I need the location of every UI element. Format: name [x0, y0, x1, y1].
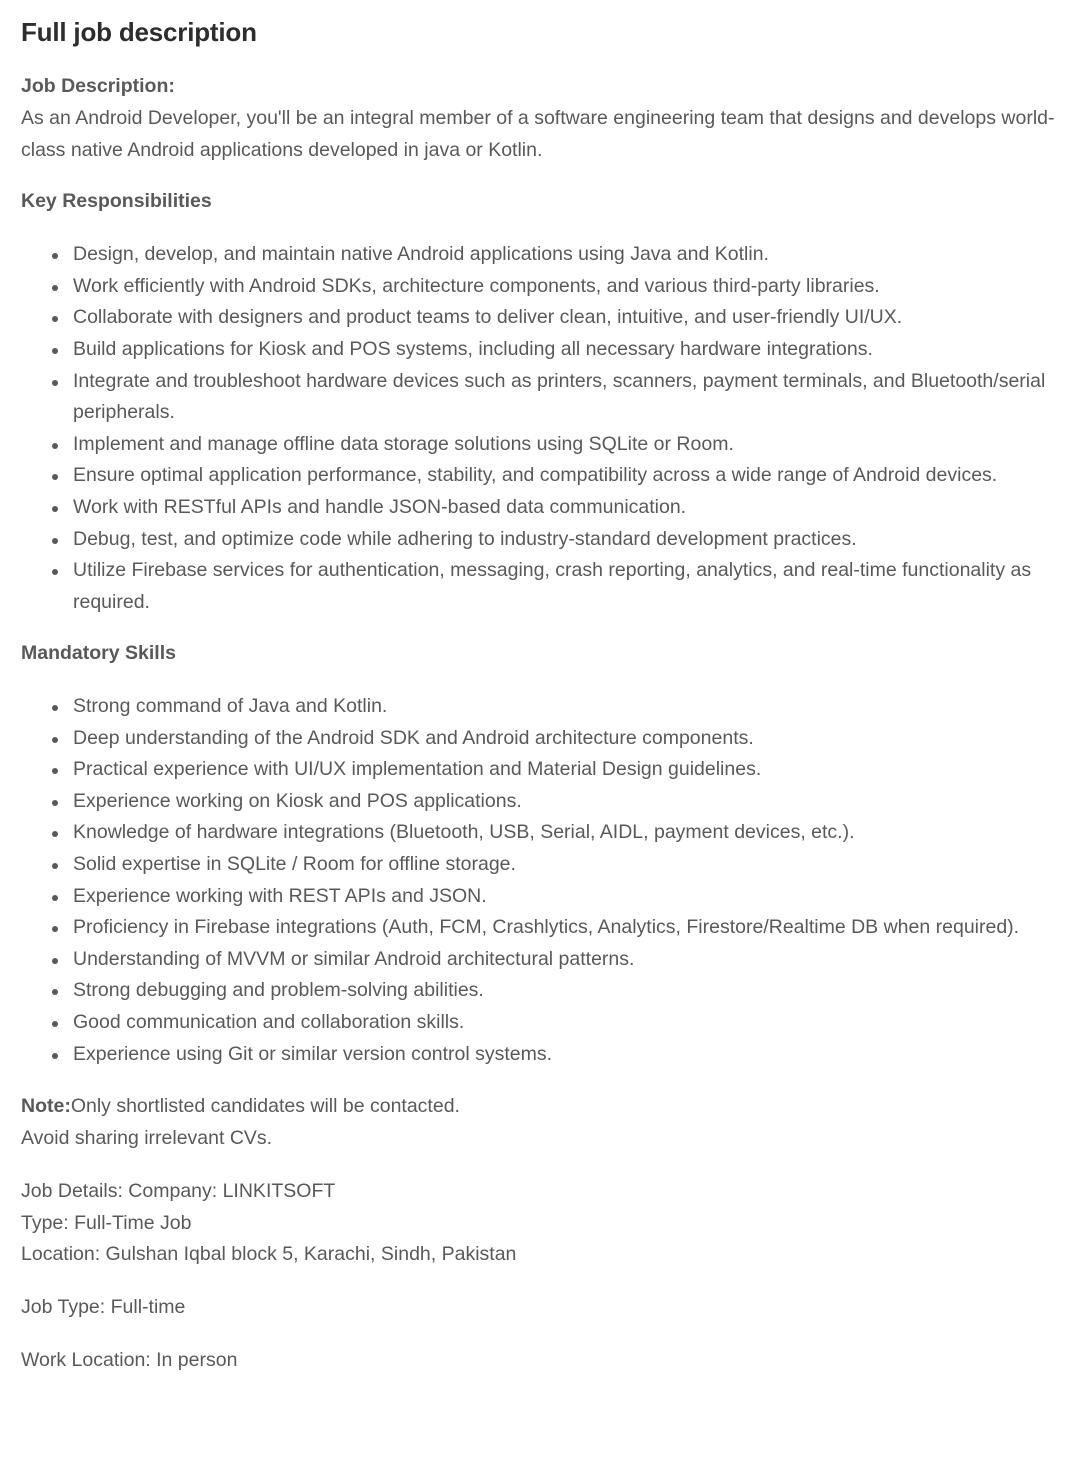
- key-responsibilities-heading: Key Responsibilities: [21, 190, 212, 213]
- list-item-text: Work efficiently with Android SDKs, architecture components, and various third-party libraries.: [73, 274, 880, 297]
- bullet-icon: [52, 443, 58, 449]
- key-responsibilities-list: [21, 239, 1059, 618]
- bullet-icon: [52, 253, 58, 259]
- list-item-text: Strong debugging and problem-solving abilities.: [73, 979, 484, 1002]
- note-line: [21, 1091, 1059, 1123]
- list-item: [73, 524, 1059, 556]
- bullet-icon: [52, 989, 58, 995]
- page-title: Full job description: [21, 17, 257, 47]
- job-type: Job Type: Full-time: [21, 1296, 186, 1319]
- bullet-icon: [52, 380, 58, 386]
- note-section: [21, 1091, 1059, 1155]
- list-item: [73, 975, 1059, 1007]
- list-item-text: Solid expertise in SQLite / Room for offline storage.: [73, 853, 516, 876]
- bullet-icon: [52, 348, 58, 354]
- list-item-text: Build applications for Kiosk and POS systems, including all necessary hardware integrations.: [73, 337, 873, 360]
- list-item: [73, 944, 1059, 976]
- list-item: [73, 723, 1059, 755]
- list-item-text: Debug, test, and optimize code while adhering to industry-standard development practices.: [73, 527, 857, 550]
- bullet-icon: [52, 705, 58, 711]
- list-item: [73, 817, 1059, 849]
- job-description-section: [21, 71, 1059, 166]
- list-item-text: Integrate and troubleshoot hardware devices such as printers, scanners, payment terminals, and Bluetooth/serial peripherals.: [73, 369, 1046, 424]
- list-item: [73, 881, 1059, 913]
- bullet-icon: [52, 831, 58, 837]
- list-item: [73, 271, 1059, 303]
- list-item-text: Experience using Git or similar version control systems.: [73, 1042, 552, 1065]
- list-item: [73, 754, 1059, 786]
- list-item-text: Good communication and collaboration skills.: [73, 1011, 465, 1034]
- list-item: [73, 555, 1059, 618]
- work-location: Work Location: In person: [21, 1349, 238, 1372]
- list-item: [73, 239, 1059, 271]
- job-description-text: As an Android Developer, you'll be an integral member of a software engineering team that designs and develops world-class native Android applications developed in java or Kotlin.: [21, 106, 1055, 161]
- list-item-text: Deep understanding of the Android SDK and Android architecture components.: [73, 726, 754, 749]
- list-item-text: Work with RESTful APIs and handle JSON-based data communication.: [73, 495, 687, 518]
- list-item: [73, 460, 1059, 492]
- mandatory-skills-list: [21, 691, 1059, 1070]
- list-item-text: Strong command of Java and Kotlin.: [73, 695, 388, 718]
- bullet-icon: [52, 1053, 58, 1059]
- list-item: [73, 912, 1059, 944]
- bullet-icon: [52, 316, 58, 322]
- note-text: Only shortlisted candidates will be contacted.: [70, 1095, 460, 1118]
- list-item: [73, 786, 1059, 818]
- list-item-text: Knowledge of hardware integrations (Bluetooth, USB, Serial, AIDL, payment devices, etc.).: [73, 821, 855, 844]
- list-item: [73, 1039, 1059, 1071]
- list-item-text: Utilize Firebase services for authentication, messaging, crash reporting, analytics, and real-time functionality as required.: [73, 559, 1032, 613]
- list-item: [73, 366, 1059, 429]
- job-details-company: Job Details: Company: LINKITSOFT: [21, 1179, 336, 1202]
- note-label: Note:: [21, 1095, 71, 1118]
- list-item-text: Proficiency in Firebase integrations (Auth, FCM, Crashlytics, Analytics, Firestore/Realtime DB when required).: [73, 916, 1020, 939]
- list-item: [73, 849, 1059, 881]
- list-item-text: Ensure optimal application performance, stability, and compatibility across a wide range of Android devices.: [73, 464, 998, 487]
- note-line-2: Avoid sharing irrelevant CVs.: [21, 1127, 273, 1150]
- bullet-icon: [52, 800, 58, 806]
- list-item: [73, 334, 1059, 366]
- list-item-text: Design, develop, and maintain native Android applications using Java and Kotlin.: [73, 243, 769, 266]
- list-item: [73, 1007, 1059, 1039]
- list-item-text: Practical experience with UI/UX implementation and Material Design guidelines.: [73, 758, 762, 781]
- bullet-icon: [52, 895, 58, 901]
- bullet-icon: [52, 958, 58, 964]
- mandatory-skills-heading: Mandatory Skills: [21, 642, 176, 665]
- list-item: [73, 492, 1059, 524]
- bullet-icon: [52, 1021, 58, 1027]
- bullet-icon: [52, 863, 58, 869]
- bullet-icon: [52, 474, 58, 480]
- bullet-icon: [52, 737, 58, 743]
- job-description-label: Job Description:: [21, 75, 175, 97]
- job-details-section: [21, 1176, 1059, 1271]
- job-details-type: Type: Full-Time Job: [21, 1211, 192, 1234]
- bullet-icon: [52, 538, 58, 544]
- bullet-icon: [52, 506, 58, 512]
- list-item-text: Collaborate with designers and product teams to deliver clean, intuitive, and user-friendly UI/UX.: [73, 306, 903, 329]
- job-details-location: Location: Gulshan Iqbal block 5, Karachi, Sindh, Pakistan: [21, 1243, 517, 1266]
- list-item-text: Experience working with REST APIs and JSON.: [73, 884, 487, 907]
- bullet-icon: [52, 926, 58, 932]
- list-item-text: Implement and manage offline data storage solutions using SQLite or Room.: [73, 432, 734, 455]
- list-item-text: Understanding of MVVM or similar Android architectural patterns.: [73, 947, 635, 970]
- list-item: [73, 302, 1059, 334]
- bullet-icon: [52, 569, 58, 575]
- list-item-text: Experience working on Kiosk and POS applications.: [73, 789, 522, 812]
- bullet-icon: [52, 768, 58, 774]
- bullet-icon: [52, 285, 58, 291]
- list-item: [73, 429, 1059, 461]
- list-item: [73, 691, 1059, 723]
